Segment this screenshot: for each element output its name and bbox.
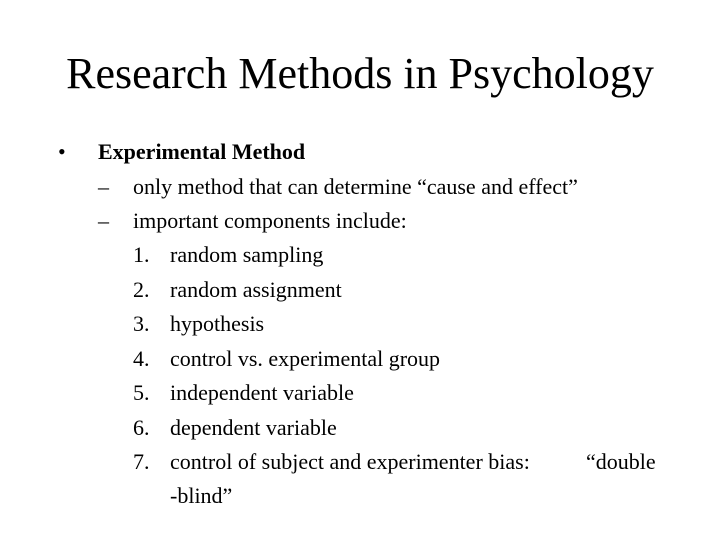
subpoint-text: only method that can determine “cause and effect” [133, 174, 578, 199]
list-item-text: control vs. experimental group [170, 346, 441, 371]
list-item-number: 1. [133, 242, 150, 267]
slide-title: Research Methods in Psychology [66, 49, 654, 98]
subpoint-text: important components include: [133, 208, 407, 233]
dash-icon: – [98, 208, 109, 233]
list-item-number: 6. [133, 415, 150, 440]
list-item-text: random sampling [170, 242, 324, 267]
list-item-text: control of subject and experimenter bias: [170, 449, 530, 474]
list-item-text: dependent variable [170, 415, 337, 440]
list-item-number: 3. [133, 311, 150, 336]
list-item-text-extra: “double [586, 449, 656, 474]
list-item-number: 5. [133, 380, 150, 405]
list-item-text: independent variable [170, 380, 354, 405]
list-item-continuation: -blind” [170, 483, 233, 508]
list-item-number: 4. [133, 346, 150, 371]
list-item-text: random assignment [170, 277, 342, 302]
list-item-number: 7. [133, 449, 150, 474]
dash-icon: – [98, 174, 109, 199]
bullet-icon: • [58, 139, 66, 164]
section-heading: Experimental Method [98, 139, 306, 164]
list-item-number: 2. [133, 277, 150, 302]
list-item-text: hypothesis [170, 311, 265, 336]
